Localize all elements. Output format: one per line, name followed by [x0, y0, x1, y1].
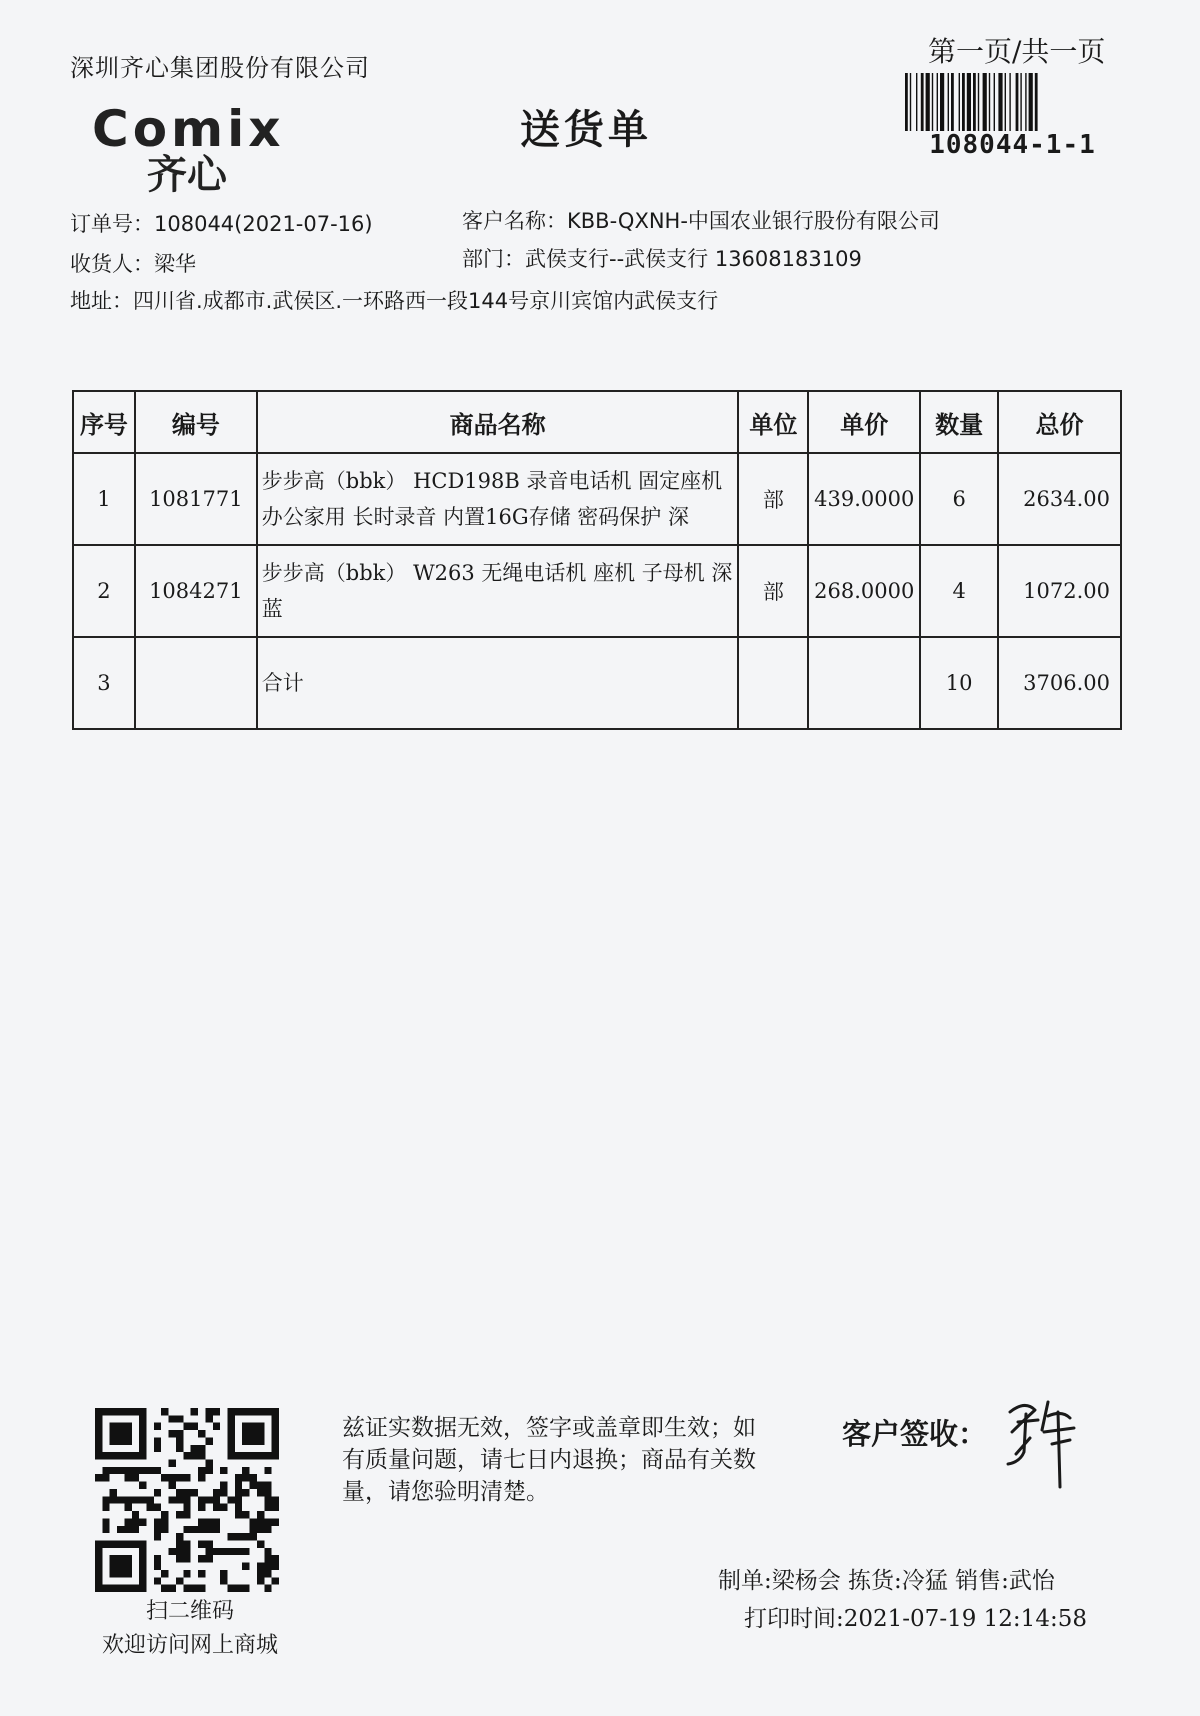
cell-unit-price: 439.0000 — [808, 453, 920, 545]
page-info: 第一页/共一页 — [928, 35, 1106, 68]
cell-total: 1072.00 — [998, 545, 1121, 637]
handwritten-signature — [1000, 1392, 1080, 1492]
customer-sign-label: 客户签收： — [842, 1417, 988, 1451]
cell-unit — [738, 637, 808, 729]
comix-logo — [92, 100, 322, 198]
barcode-icon — [905, 73, 1120, 131]
header-code: 编号 — [135, 391, 257, 453]
logo-cn-text: 齐心 — [147, 152, 227, 198]
table-header-row — [73, 391, 1121, 453]
qr-caption-mall: 欢迎访问网上商城 — [101, 1633, 278, 1658]
qr-code-icon — [95, 1408, 279, 1592]
header-unit: 单位 — [738, 391, 808, 453]
cell-quantity: 4 — [920, 545, 998, 637]
notice-text: 兹证实数据无效，签字或盖章即生效；如有质量问题，请七日内退换；商品有关数量，请您验明清楚。 — [342, 1415, 756, 1505]
cell-quantity: 6 — [920, 453, 998, 545]
print-time: 打印时间:2021-07-19 12:14:58 — [744, 1606, 1087, 1632]
goods-table — [72, 390, 1122, 730]
cell-quantity: 10 — [920, 637, 998, 729]
cell-unit: 部 — [738, 545, 808, 637]
header-total: 总价 — [998, 391, 1121, 453]
barcode-number: 108044-1-1 — [929, 130, 1096, 160]
header-product-name: 商品名称 — [257, 391, 739, 453]
header-unit-price: 单价 — [808, 391, 920, 453]
logo-en-text: Comix — [92, 100, 285, 158]
cell-seq: 3 — [73, 637, 135, 729]
cell-unit-price: 268.0000 — [808, 545, 920, 637]
header-quantity: 数量 — [920, 391, 998, 453]
cell-code: 1084271 — [135, 545, 257, 637]
cell-code — [135, 637, 257, 729]
receiver: 收货人：梁华 — [70, 252, 196, 276]
department: 部门：武侯支行--武侯支行 13608183109 — [462, 247, 862, 271]
cell-code: 1081771 — [135, 453, 257, 545]
cell-unit-price — [808, 637, 920, 729]
cell-seq: 1 — [73, 453, 135, 545]
cell-unit: 部 — [738, 453, 808, 545]
cell-seq: 2 — [73, 545, 135, 637]
table-row — [73, 545, 1121, 637]
address: 地址：四川省.成都市.武侯区.一环路西一段144号京川宾馆内武侯支行 — [70, 289, 719, 313]
company-name: 深圳齐心集团股份有限公司 — [70, 54, 370, 82]
staff-info: 制单:梁杨会 拣货:冷猛 销售:武怡 — [718, 1568, 1055, 1594]
order-number: 订单号：108044(2021-07-16) — [70, 212, 373, 236]
cell-total: 2634.00 — [998, 453, 1121, 545]
table-row — [73, 453, 1121, 545]
document-title: 送货单 — [520, 106, 652, 153]
table-row-total — [73, 637, 1121, 729]
cell-product-name: 合计 — [257, 637, 739, 729]
cell-total: 3706.00 — [998, 637, 1121, 729]
qr-caption-scan: 扫二维码 — [145, 1599, 234, 1624]
customer-name: 客户名称：KBB-QXNH-中国农业银行股份有限公司 — [462, 209, 940, 233]
cell-product-name: 步步高（bbk） W263 无绳电话机 座机 子母机 深蓝 — [257, 545, 739, 637]
cell-product-name: 步步高（bbk） HCD198B 录音电话机 固定座机 办公家用 长时录音 内置16G存储 密码保护 深 — [257, 453, 739, 545]
header-seq: 序号 — [73, 391, 135, 453]
